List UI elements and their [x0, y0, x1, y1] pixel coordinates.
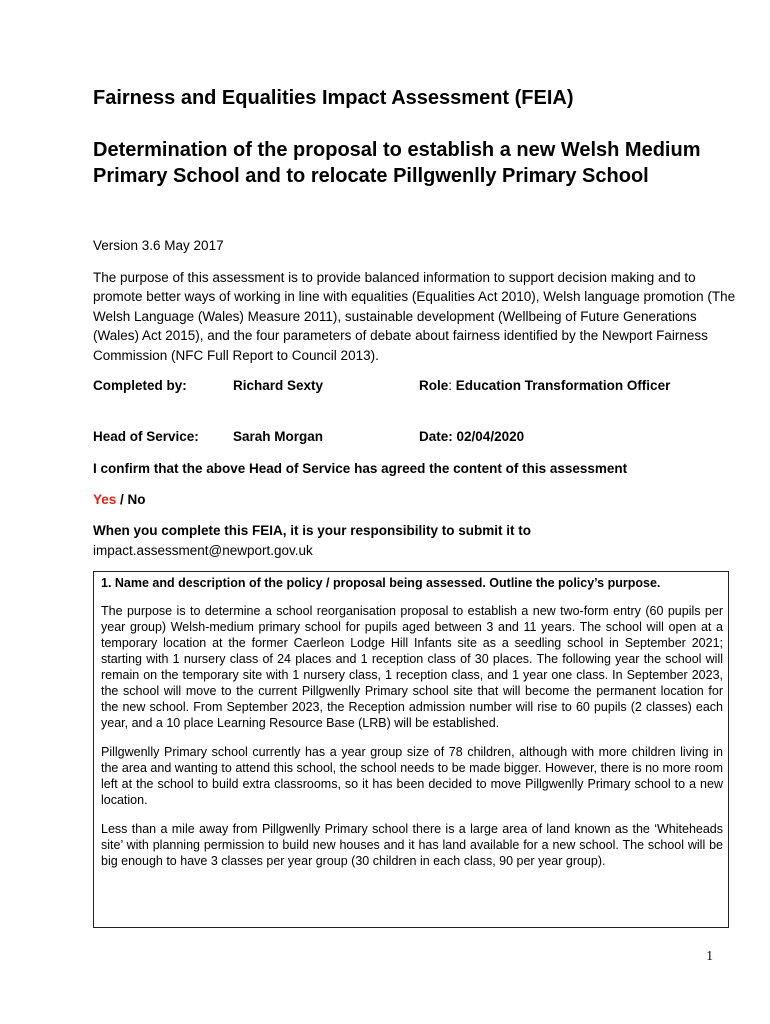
no-option: No	[127, 492, 146, 507]
confirmation-statement: I confirm that the above Head of Service has agreed the content of this assessment	[93, 461, 628, 476]
section-1-paragraph-2: Pillgwenlly Primary school currently has a year group size of 78 children, although with more children living in the area and wanting to attend this school, the school needs to be made bigger. However, there is no more room left at the school to build extra classrooms, so it has been decided to move Pillgwenlly Primary school to a new location.	[101, 745, 723, 807]
section-1-heading: 1. Name and description of the policy / proposal being assessed. Outline the policy’s purpose.	[101, 576, 661, 590]
purpose-paragraph: The purpose of this assessment is to provide balanced information to support decision making and to promote better ways of working in line with equalities (Equalities Act 2010), Welsh language promotion (The Welsh Language (Wales) Measure 2011), sustainable development (Wellbeing of Future Generations (Wales) Act 2015), and the four parameters of debate about fairness identified by the Newport Fairness Commission (NFC Full Report to Council 2013).	[93, 270, 736, 363]
yes-no-separator: /	[116, 492, 128, 507]
role-label: Role	[419, 378, 449, 393]
role-separator: :	[448, 378, 453, 393]
section-1-paragraph-3: Less than a mile away from Pillgwenlly Primary school there is a large area of land known as the ‘Whiteheads site’ with planning permission to build new houses and it has land available for a new school. The school will be big enough to have 3 classes per year group (30 children in each class, 90 per year group).	[101, 822, 723, 868]
submission-instruction: When you complete this FEIA, it is your responsibility to submit it to	[93, 523, 532, 538]
completed-by-label: Completed by:	[93, 378, 187, 393]
document-subtitle: Determination of the proposal to establish a new Welsh Medium Primary School and to relocate Pillgwenlly Primary School	[93, 139, 701, 187]
completed-by-name: Richard Sexty	[233, 378, 324, 393]
date-label: Date:	[419, 429, 453, 444]
submission-email: impact.assessment@newport.gov.uk	[93, 543, 313, 558]
role-field	[419, 378, 670, 393]
role-value: Education Transformation Officer	[455, 378, 671, 393]
yes-no-choice	[93, 492, 146, 507]
version-text: Version 3.6 May 2017	[93, 238, 224, 253]
yes-option: Yes	[93, 492, 117, 507]
head-of-service-name: Sarah Morgan	[233, 429, 324, 444]
page-number: 1	[706, 948, 713, 963]
document-title: Fairness and Equalities Impact Assessment (FEIA)	[93, 87, 574, 109]
head-of-service-label: Head of Service:	[93, 429, 199, 444]
section-1-box	[93, 571, 729, 928]
section-1-content	[101, 575, 723, 869]
date-value: 02/04/2020	[456, 429, 525, 444]
date-field	[419, 429, 524, 444]
section-1-paragraph-1: The purpose is to determine a school reorganisation proposal to establish a new two-form entry (60 pupils per year group) Welsh-medium primary school for pupils aged between 3 and 11 years. The school will open at a temporary location at the former Caerleon Lodge Hill Infants site as a seedling school in September 2021; starting with 1 nursery class of 24 places and 1 reception class of 30 places. The following year the school will remain on the temporary site with 1 nursery class, 1 reception class, and 1 year one class. In September 2023, the school will move to the current Pillgwenlly Primary school site that will become the permanent location for the new school. From September 2023, the Reception admission number will rise to 60 pupils (2 classes) each year, and a 10 place Learning Resource Base (LRB) will be established.	[101, 604, 723, 730]
